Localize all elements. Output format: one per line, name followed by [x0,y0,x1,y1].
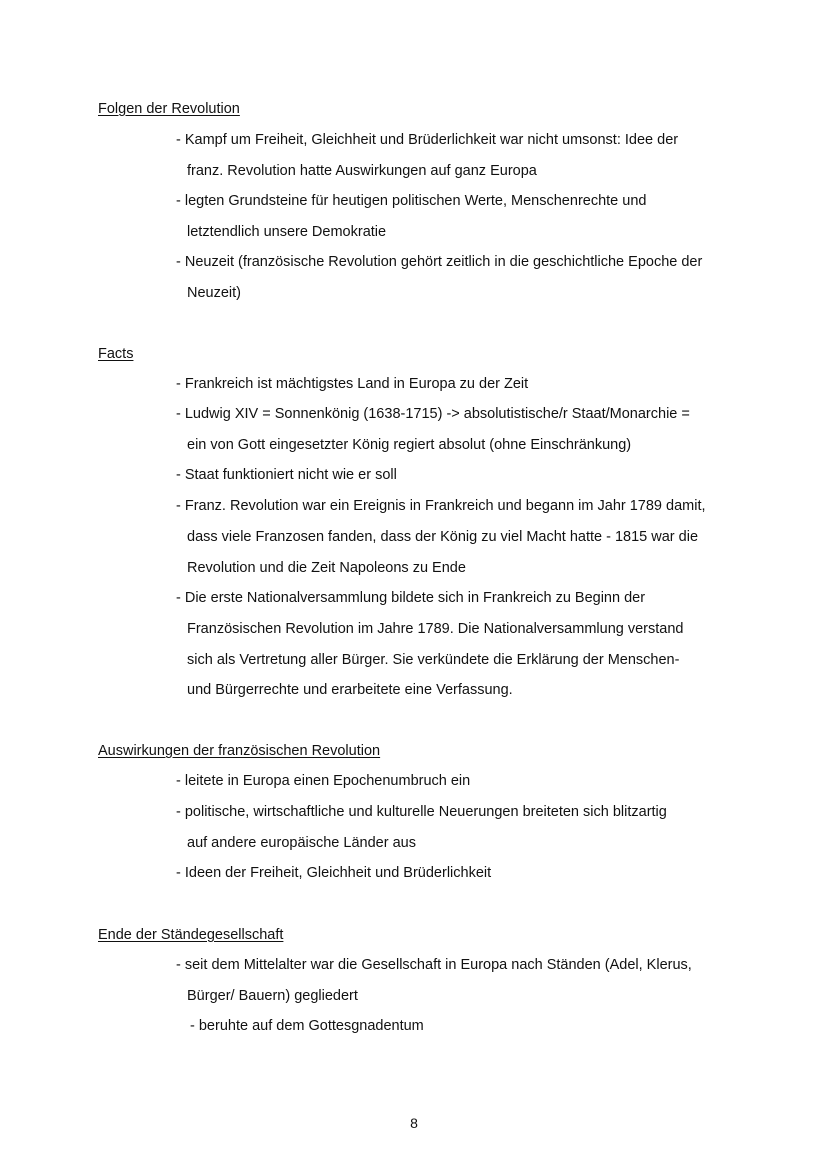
item-text: Neuzeit (französische Revolution gehört zeitlich in die geschichtliche Epoche der [184,254,703,270]
list-item [176,247,746,309]
section-heading-folgen: Folgen der Revolution [98,101,240,117]
bullet-dash: - [176,467,185,483]
list-item [176,491,746,583]
item-text-continued: dass viele Franzosen fanden, dass der König zu viel Macht hatte - 1815 war die [187,528,699,545]
item-text: seit dem Mittelalter war die Gesellschaft in Europa nach Ständen (Adel, Klerus, [184,957,692,973]
bullet-dash: - [176,498,185,514]
page-number: 8 [410,1115,418,1131]
item-text-continued: Bürger/ Bauern) gegliedert [187,987,358,1004]
bullet-dash: - [176,804,185,820]
bullet-dash: - [176,865,185,881]
list-item [176,950,746,1012]
item-text-continued: Französischen Revolution im Jahre 1789. Die Nationalversammlung verstand [187,620,684,637]
item-text: Franz. Revolution war ein Ereignis in Frankreich und begann im Jahr 1789 damit, [184,498,706,514]
list-item [190,1011,760,1042]
list-item [176,583,746,706]
item-text: Ideen der Freiheit, Gleichheit und Brüderlichkeit [184,865,492,881]
item-text: Die erste Nationalversammlung bildete sich in Frankreich zu Beginn der [184,590,646,606]
list-item [176,797,746,859]
item-text-continued: Neuzeit) [187,284,241,301]
item-text: Staat funktioniert nicht wie er soll [184,467,397,483]
bullet-dash: - [176,590,185,606]
bullet-dash: - [176,376,185,392]
bullet-dash: - [176,193,185,209]
item-text: beruhte auf dem Gottesgnadentum [198,1018,424,1034]
item-text: Ludwig XIV = Sonnenkönig (1638-1715) -> absolutistische/r Staat/Monarchie = [184,406,690,422]
bullet-dash: - [176,406,185,422]
item-text: leitete in Europa einen Epochenumbruch ein [184,773,471,789]
item-text-continued: Revolution und die Zeit Napoleons zu Ende [187,559,466,576]
list-item [176,399,746,461]
item-text-continued: auf andere europäische Länder aus [187,834,416,851]
item-text-continued: und Bürgerrechte und erarbeitete eine Verfassung. [187,682,513,699]
item-text-continued: franz. Revolution hatte Auswirkungen auf ganz Europa [187,162,537,179]
list-item [176,460,746,491]
item-text-continued: sich als Vertretung aller Bürger. Sie verkündete die Erklärung der Menschen- [187,651,680,668]
section-heading-auswirkungen: Auswirkungen der französischen Revolution [98,743,381,759]
bullet-dash: - [176,254,185,270]
item-text: politische, wirtschaftliche und kulturelle Neuerungen breiteten sich blitzartig [184,804,667,820]
list-item [176,766,746,797]
bullet-dash: - [190,1018,199,1034]
list-item [176,125,746,187]
section-heading-facts: Facts [98,346,134,362]
item-text-continued: ein von Gott eingesetzter König regiert absolut (ohne Einschränkung) [187,436,632,453]
list-item [176,858,746,889]
item-text: Frankreich ist mächtigstes Land in Europa zu der Zeit [184,376,529,392]
bullet-dash: - [176,773,185,789]
bullet-dash: - [176,957,185,973]
item-text: Kampf um Freiheit, Gleichheit und Brüderlichkeit war nicht umsonst: Idee der [184,132,679,148]
item-text-continued: letztendlich unsere Demokratie [187,223,387,240]
item-text: legten Grundsteine für heutigen politischen Werte, Menschenrechte und [184,193,647,209]
bullet-dash: - [176,132,185,148]
section-heading-staendegesellschaft: Ende der Ständegesellschaft [98,927,284,943]
list-item [176,186,746,248]
list-item [176,369,746,400]
